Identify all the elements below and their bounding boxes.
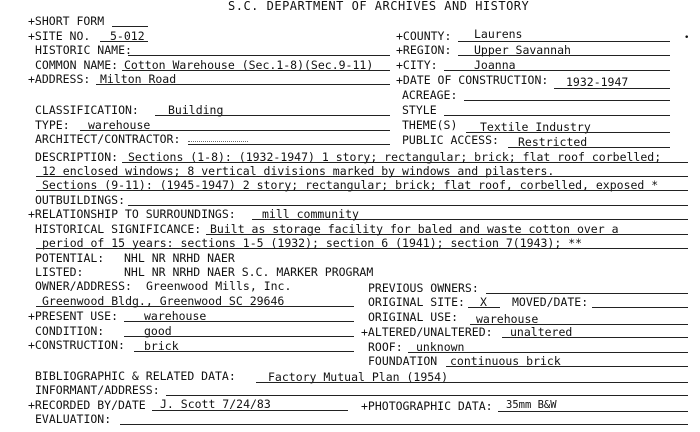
type-line [80, 130, 390, 131]
relationship-line [252, 219, 688, 220]
owner-rule [36, 306, 354, 307]
altered-label: +ALTERED/UNALTERED: [361, 325, 493, 339]
evaluation-label: EVALUATION: [35, 412, 112, 426]
original-use-value: warehouse [476, 312, 539, 326]
type-label: TYPE: [35, 118, 70, 132]
classification-line [155, 115, 390, 116]
listed-label: LISTED: [35, 265, 84, 279]
public-access-label: PUBLIC ACCESS: [402, 133, 499, 147]
altered-line [502, 337, 688, 338]
description-rule-2 [36, 176, 688, 177]
historical-sig-rule-2 [36, 248, 688, 249]
potential-options: NHL NR NRHD NAER [124, 251, 235, 265]
classification-label: CLASSIFICATION: [35, 103, 139, 117]
region-label: +REGION: [396, 43, 452, 57]
architect-label: ARCHITECT/CONTRACTOR: [35, 132, 181, 146]
outbuildings-line [128, 205, 688, 206]
city-label: +CITY: [396, 58, 438, 72]
description-label: DESCRIPTION: [35, 150, 119, 164]
recorded-value: J. Scott 7/24/83 [160, 397, 271, 411]
bibliographic-value: Factory Mutual Plan (1954) [268, 370, 449, 384]
foundation-label: FOUNDATION [368, 354, 438, 368]
themes-label: THEME(S) [402, 118, 458, 132]
form-header: S.C. DEPARTMENT OF ARCHIVES AND HISTORY [228, 0, 530, 13]
bibliographic-line [256, 382, 688, 383]
description-line-1: Sections (1-8): (1932-1947) 1 story; rectangular; brick; flat roof corbelled; [128, 150, 662, 164]
outbuildings-label: OUTBUILDINGS: [35, 193, 126, 207]
architect-line [188, 144, 390, 145]
historic-name-line [128, 55, 390, 56]
informant-line [166, 395, 688, 396]
county-value: Laurens [474, 27, 523, 41]
condition-label: CONDITION: [35, 324, 105, 338]
recorded-label: +RECORDED BY/DATE [28, 398, 146, 412]
relationship-label: +RELATIONSHIP TO SURROUNDINGS: [28, 207, 236, 221]
themes-value: Textile Industry [480, 120, 591, 134]
description-rule-1 [122, 162, 688, 163]
historical-sig-label: HISTORICAL SIGNIFICANCE: [35, 222, 202, 236]
previous-owners-label: PREVIOUS OWNERS: [368, 281, 479, 295]
common-name-line [122, 70, 390, 71]
site-no-line [100, 41, 148, 42]
bibliographic-label: BIBLIOGRAPHIC & RELATED DATA: [35, 369, 236, 383]
description-line-2: 12 enclosed windows; 8 vertical divisions marked by windows and pilasters. [42, 164, 555, 178]
foundation-value: continuous brick [450, 354, 561, 368]
original-site-line [468, 307, 500, 308]
historic-name-label: HISTORIC NAME: [35, 43, 132, 57]
margin-mark: • [684, 33, 690, 43]
acreage-line [464, 100, 670, 101]
present-use-line [124, 321, 354, 322]
county-line [458, 41, 670, 42]
roof-value: unknown [416, 340, 465, 354]
relationship-value: mill community [262, 207, 359, 221]
roof-label: ROOF: [368, 340, 403, 354]
historical-sig-line-1: Built as storage facility for baled and waste cotton over a [210, 222, 619, 236]
present-use-label: +PRESENT USE: [28, 309, 119, 323]
address-value: Milton Road [100, 72, 177, 86]
site-no-value: 5-012 [110, 29, 145, 43]
common-name-label: COMMON NAME: [35, 58, 119, 72]
historical-sig-rule-1 [206, 234, 688, 235]
architect-smudge [188, 141, 248, 142]
short-form-label: +SHORT FORM [28, 14, 105, 28]
county-label: +COUNTY: [396, 29, 452, 43]
region-line [458, 55, 670, 56]
owner-label: OWNER/ADDRESS: [35, 279, 132, 293]
recorded-line [152, 410, 348, 411]
informant-label: INFORMANT/ADDRESS: [35, 383, 160, 397]
description-line-3: Sections (9-11): (1945-1947) 2 story; rectangular; brick; flat roof, corbelled, exposed * [42, 178, 659, 192]
date-construction-line [554, 88, 670, 89]
construction-value: brick [144, 339, 179, 353]
type-value: warehouse [88, 118, 151, 132]
city-value: Joanna [474, 58, 516, 72]
description-rule-3 [36, 190, 688, 191]
potential-label: POTENTIAL: [35, 251, 105, 265]
original-site-label: ORIGINAL SITE: [368, 295, 465, 309]
evaluation-line [120, 424, 688, 425]
public-access-line [508, 147, 670, 148]
construction-label: +CONSTRUCTION: [28, 338, 125, 352]
address-line [96, 84, 390, 85]
moved-label: MOVED/DATE: [512, 295, 589, 309]
original-use-label: ORIGINAL USE: [368, 310, 459, 324]
classification-value: Building [168, 103, 224, 117]
date-construction-label: +DATE OF CONSTRUCTION: [396, 73, 549, 87]
acreage-label: ACREAGE: [402, 88, 458, 102]
style-line [444, 115, 670, 116]
photographic-value: 35mm B&W [506, 399, 557, 411]
owner-line-2: Greenwood Bldg., Greenwood SC 29646 [42, 294, 285, 308]
style-label: STYLE [402, 103, 437, 117]
date-construction-value: 1932-1947 [566, 75, 629, 89]
condition-line [124, 336, 354, 337]
photographic-label: +PHOTOGRAPHIC DATA: [361, 399, 493, 413]
original-site-value: X [480, 295, 487, 309]
listed-options: NHL NR NRHD NAER S.C. MARKER PROGRAM [124, 265, 374, 279]
present-use-value: warehouse [144, 309, 207, 323]
previous-owners-line [486, 293, 688, 294]
construction-line [134, 351, 354, 352]
condition-value: good [144, 324, 172, 338]
roof-line [408, 352, 688, 353]
short-form-line [112, 26, 148, 27]
common-name-value: Cotton Warehouse (Sec.1-8)(Sec.9-11) [124, 58, 374, 72]
photographic-line [498, 411, 688, 412]
historical-sig-line-2: period of 15 years: sections 1-5 (1932); section 6 (1941); section 7(1943); ** [42, 236, 583, 250]
owner-line-1: Greenwood Mills, Inc. [146, 279, 292, 293]
city-line [444, 70, 670, 71]
region-value: Upper Savannah [474, 43, 571, 57]
altered-value: unaltered [510, 325, 573, 339]
public-access-value: Restricted [518, 135, 588, 149]
moved-line [592, 307, 688, 308]
site-no-label: +SITE NO. [28, 29, 91, 43]
address-label: +ADDRESS: [28, 72, 91, 86]
foundation-line [446, 366, 688, 367]
original-use-line [470, 324, 688, 325]
